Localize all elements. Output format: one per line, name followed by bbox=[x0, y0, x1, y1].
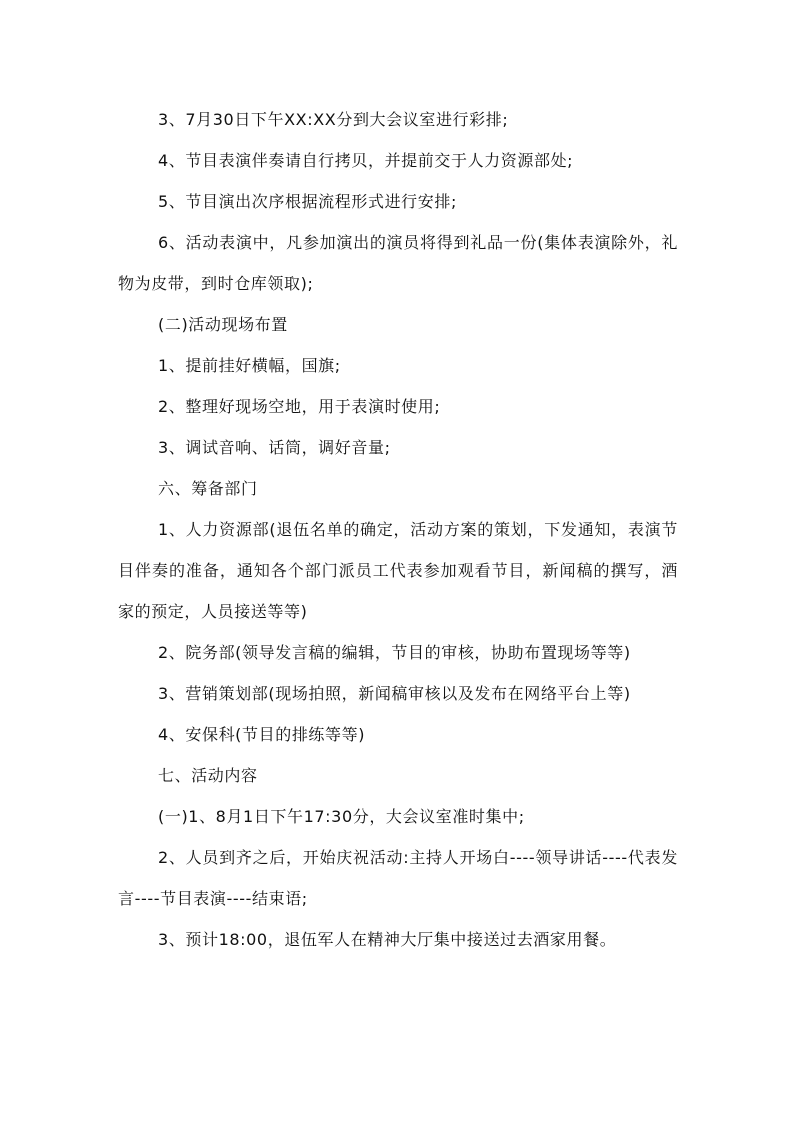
paragraph-audio: 3、调试音响、话筒，调好音量; bbox=[158, 438, 391, 457]
paragraph-program-flow: 2、人员到齐之后，开始庆祝活动:主持人开场白----领导讲话----代表发言----节目表演----结束语; bbox=[118, 848, 678, 908]
paragraph-rehearsal: 3、7月30日下午XX:XX分到大会议室进行彩排; bbox=[158, 110, 509, 129]
paragraph-security-department: 4、安保科(节目的排练等等) bbox=[158, 725, 366, 744]
section-heading-venue-setup: (二)活动现场布置 bbox=[158, 315, 288, 334]
paragraph-hr-department: 1、人力资源部(退伍名单的确定，活动方案的策划，下发通知，表演节目伴奏的准备，通知各个部门派员工代表参加观看节目，新闻稿的撰写，酒家的预定，人员接送等等) bbox=[118, 520, 678, 621]
paragraph-accompaniment: 4、节目表演伴奏请自行拷贝，并提前交于人力资源部处; bbox=[158, 151, 574, 170]
document-body bbox=[118, 99, 678, 960]
paragraph-gathering: (一)1、8月1日下午17:30分，大会议室准时集中; bbox=[158, 807, 525, 826]
paragraph-marketing-department: 3、营销策划部(现场拍照，新闻稿审核以及发布在网络平台上等) bbox=[158, 684, 631, 703]
paragraph-space: 2、整理好现场空地，用于表演时使用; bbox=[158, 397, 441, 416]
paragraph-performance-order: 5、节目演出次序根据流程形式进行安排; bbox=[158, 192, 457, 211]
paragraph-dinner: 3、预计18:00，退伍军人在精神大厅集中接送过去酒家用餐。 bbox=[158, 930, 617, 949]
section-heading-departments: 六、筹备部门 bbox=[158, 479, 258, 498]
section-heading-activity-content: 七、活动内容 bbox=[158, 766, 258, 785]
paragraph-gifts: 6、活动表演中，凡参加演出的演员将得到礼品一份(集体表演除外，礼物为皮带，到时仓库领取); bbox=[118, 233, 678, 293]
paragraph-banners: 1、提前挂好横幅，国旗; bbox=[158, 356, 341, 375]
paragraph-admin-department: 2、院务部(领导发言稿的编辑，节目的审核，协助布置现场等等) bbox=[158, 643, 631, 662]
